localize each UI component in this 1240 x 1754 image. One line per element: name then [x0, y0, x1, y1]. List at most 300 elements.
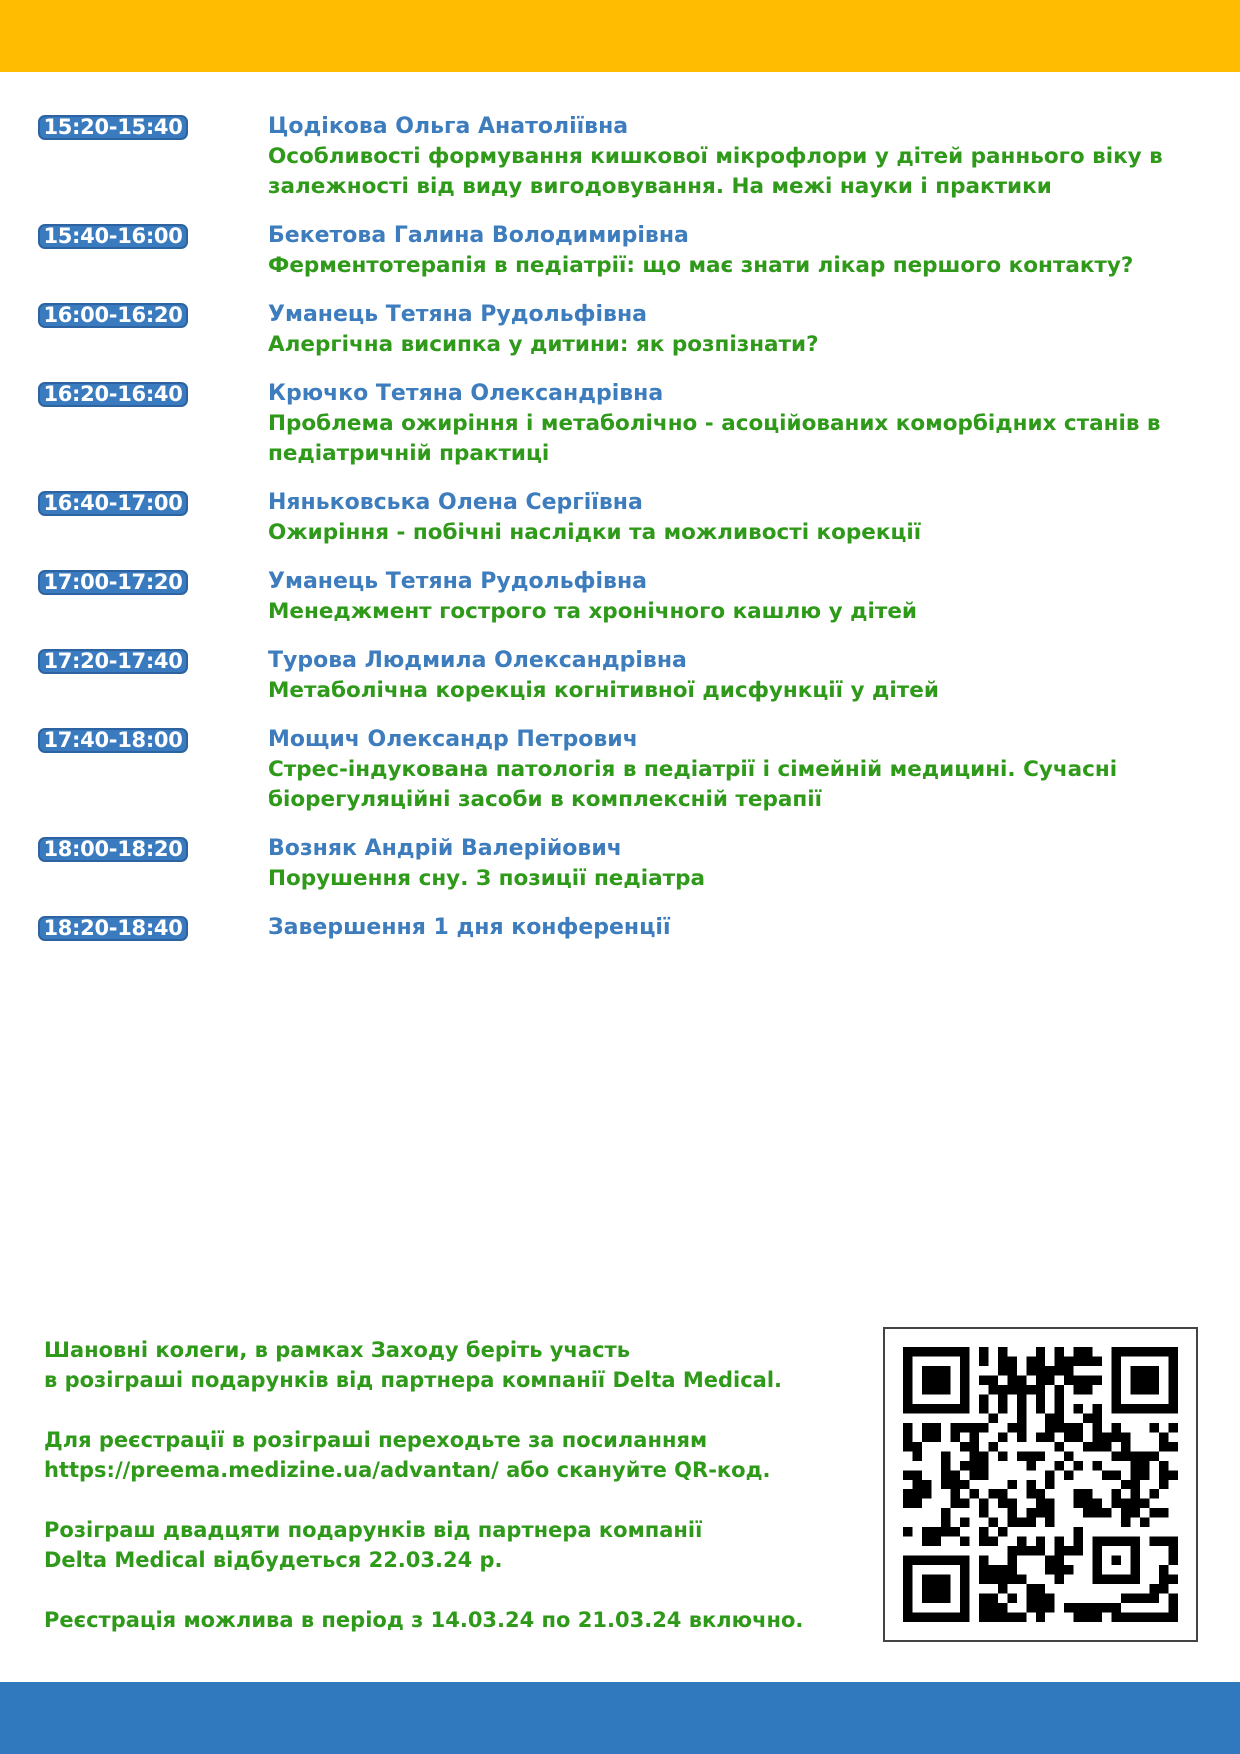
- schedule-item: [0, 488, 1240, 548]
- qr-module: [979, 1537, 988, 1546]
- qr-module: [950, 1423, 959, 1432]
- qr-module: [979, 1603, 988, 1612]
- qr-module: [903, 1499, 912, 1508]
- qr-module: [1007, 1356, 1016, 1365]
- qr-module: [1169, 1537, 1178, 1546]
- notice-line: Реєстрація можлива в період з 14.03.24 по 21.03.24 включно.: [44, 1608, 804, 1632]
- qr-module: [1026, 1584, 1035, 1593]
- talk-topic: Особливості формування кишкової мікрофлори у дітей раннього віку в залежності від виду вигодовування. На межі науки і практики: [268, 144, 1163, 199]
- qr-module: [941, 1527, 950, 1536]
- qr-module: [1036, 1375, 1045, 1384]
- qr-module: [1026, 1356, 1035, 1365]
- notice-line: Шановні колеги, в рамках Заходу беріть участь: [44, 1338, 630, 1362]
- qr-module: [1083, 1356, 1092, 1365]
- closing-label: Завершення 1 дня конференції: [268, 915, 671, 940]
- qr-module: [1036, 1385, 1045, 1394]
- qr-module: [1169, 1470, 1178, 1479]
- notice-line: Для реєстрації в розіграші переходьте за посиланням: [44, 1428, 708, 1452]
- qr-module: [1074, 1603, 1083, 1612]
- qr-module: [950, 1470, 959, 1479]
- qr-module: [1007, 1375, 1016, 1384]
- qr-module: [1017, 1546, 1026, 1555]
- qr-module: [988, 1375, 997, 1384]
- qr-module: [1074, 1404, 1083, 1413]
- qr-module: [1093, 1413, 1102, 1422]
- qr-module: [1064, 1565, 1073, 1574]
- talk-topic: Проблема ожиріння і метаболічно - асоційованих коморбідних станів в педіатричній практиці: [268, 411, 1161, 466]
- qr-module: [1083, 1375, 1092, 1384]
- qr-module: [1159, 1442, 1168, 1451]
- talk-topic: Метаболічна корекція когнітивної дисфункції у дітей: [268, 678, 939, 703]
- qr-module: [1007, 1546, 1016, 1555]
- qr-module: [1159, 1508, 1168, 1517]
- qr-module: [1007, 1385, 1016, 1394]
- schedule-list: [0, 112, 1240, 962]
- qr-module: [979, 1499, 988, 1508]
- qr-module: [1150, 1423, 1159, 1432]
- qr-module: [1036, 1356, 1045, 1365]
- qr-module: [998, 1489, 1007, 1498]
- qr-module: [979, 1556, 988, 1565]
- qr-module: [1140, 1461, 1149, 1470]
- schedule-item: [0, 646, 1240, 706]
- qr-module: [950, 1432, 959, 1441]
- qr-module: [1055, 1423, 1064, 1432]
- qr-module: [922, 1527, 931, 1536]
- qr-module: [941, 1461, 950, 1470]
- qr-module: [912, 1499, 921, 1508]
- qr-module: [1007, 1556, 1016, 1565]
- qr-module: [1121, 1613, 1130, 1622]
- qr-module: [1064, 1546, 1073, 1555]
- qr-module: [1064, 1366, 1073, 1375]
- qr-module: [1026, 1546, 1035, 1555]
- qr-module: [1140, 1518, 1149, 1527]
- qr-module: [1055, 1394, 1064, 1403]
- qr-module: [1083, 1508, 1092, 1517]
- speaker-name: Крючко Тетяна Олександрівна: [268, 381, 664, 406]
- qr-module: [1055, 1356, 1064, 1365]
- talk-topic: Ферментотерапія в педіатрії: що має знати лікар першого контакту?: [268, 253, 1134, 278]
- qr-module: [1036, 1489, 1045, 1498]
- qr-module: [1083, 1347, 1092, 1356]
- schedule-item: [0, 567, 1240, 627]
- qr-module: [979, 1470, 988, 1479]
- schedule-item: [0, 221, 1240, 281]
- qr-module: [998, 1394, 1007, 1403]
- qr-module: [1055, 1556, 1064, 1565]
- qr-module: [903, 1470, 912, 1479]
- qr-module: [1007, 1423, 1016, 1432]
- qr-code-frame[interactable]: [883, 1327, 1198, 1642]
- qr-module: [1017, 1375, 1026, 1384]
- qr-module: [1121, 1451, 1130, 1460]
- qr-module: [998, 1347, 1007, 1356]
- qr-module: [1093, 1508, 1102, 1517]
- qr-module: [1169, 1594, 1178, 1603]
- qr-module: [1036, 1584, 1045, 1593]
- qr-module: [931, 1432, 940, 1441]
- qr-module: [1055, 1442, 1064, 1451]
- qr-module: [1150, 1451, 1159, 1460]
- qr-module: [941, 1508, 950, 1517]
- qr-module: [1159, 1575, 1168, 1584]
- qr-module: [903, 1489, 912, 1498]
- qr-module: [1055, 1366, 1064, 1375]
- time-badge: 17:40-18:00: [38, 728, 188, 753]
- qr-module: [1131, 1499, 1140, 1508]
- qr-module: [1007, 1594, 1016, 1603]
- qr-module: [1083, 1413, 1092, 1422]
- schedule-item: [0, 112, 1240, 202]
- qr-module: [1169, 1556, 1178, 1565]
- qr-module: [1102, 1432, 1111, 1441]
- qr-module: [979, 1613, 988, 1622]
- qr-module: [988, 1489, 997, 1498]
- qr-module: [1150, 1537, 1159, 1546]
- qr-module: [1026, 1518, 1035, 1527]
- talk-topic: Менеджмент гострого та хронічного кашлю у дітей: [268, 599, 917, 624]
- qr-module: [1036, 1451, 1045, 1460]
- qr-module: [1055, 1347, 1064, 1356]
- qr-module: [998, 1565, 1007, 1574]
- qr-module: [998, 1451, 1007, 1460]
- qr-module: [1045, 1423, 1054, 1432]
- qr-module: [1083, 1385, 1092, 1394]
- speaker-name: Турова Людмила Олександрівна: [268, 648, 687, 673]
- qr-module: [903, 1442, 912, 1451]
- qr-module: [1131, 1451, 1140, 1460]
- qr-module: [1026, 1594, 1035, 1603]
- qr-module: [1026, 1461, 1035, 1470]
- qr-module: [1140, 1499, 1149, 1508]
- qr-module: [1026, 1480, 1035, 1489]
- qr-module: [998, 1575, 1007, 1584]
- qr-module: [979, 1461, 988, 1470]
- qr-module: [988, 1565, 997, 1574]
- qr-module: [941, 1451, 950, 1460]
- qr-module: [1121, 1499, 1130, 1508]
- qr-module: [1083, 1603, 1092, 1612]
- qr-module: [1093, 1404, 1102, 1413]
- qr-module: [979, 1508, 988, 1517]
- qr-module: [1017, 1432, 1026, 1441]
- qr-module: [1093, 1461, 1102, 1470]
- qr-module: [1159, 1613, 1168, 1622]
- speaker-name: Няньковська Олена Сергіївна: [268, 490, 643, 515]
- notice-paragraph: [44, 1605, 844, 1635]
- qr-module: [950, 1489, 959, 1498]
- schedule-item-closing: [0, 913, 1240, 943]
- qr-module: [979, 1356, 988, 1365]
- qr-module: [1150, 1594, 1159, 1603]
- qr-module: [1007, 1518, 1016, 1527]
- qr-module: [1036, 1394, 1045, 1403]
- time-badge: 16:40-17:00: [38, 491, 188, 516]
- qr-module: [1112, 1613, 1121, 1622]
- speaker-name: Возняк Андрій Валерійович: [268, 836, 622, 861]
- qr-module: [931, 1527, 940, 1536]
- qr-module: [1169, 1442, 1178, 1451]
- qr-module: [1036, 1537, 1045, 1546]
- qr-module: [941, 1480, 950, 1489]
- qr-module: [979, 1375, 988, 1384]
- time-badge: 15:20-15:40: [38, 115, 188, 140]
- qr-module: [1150, 1489, 1159, 1498]
- qr-module: [960, 1518, 969, 1527]
- qr-module: [1055, 1404, 1064, 1413]
- qr-module: [1045, 1508, 1054, 1517]
- qr-module: [1064, 1423, 1073, 1432]
- qr-module: [1045, 1603, 1054, 1612]
- qr-module: [1074, 1375, 1083, 1384]
- qr-module: [1064, 1451, 1073, 1460]
- qr-module: [1169, 1546, 1178, 1555]
- qr-module: [1017, 1451, 1026, 1460]
- qr-module: [1131, 1613, 1140, 1622]
- qr-code-icon: [903, 1347, 1178, 1622]
- qr-module: [1036, 1613, 1045, 1622]
- qr-module: [960, 1499, 969, 1508]
- qr-module: [1093, 1356, 1102, 1365]
- qr-module: [1140, 1594, 1149, 1603]
- qr-module: [960, 1480, 969, 1489]
- qr-module: [1159, 1470, 1168, 1479]
- qr-module: [1055, 1413, 1064, 1422]
- qr-module: [903, 1527, 912, 1536]
- notice-line: Delta Medical відбудеться 22.03.24 р.: [44, 1548, 503, 1572]
- time-badge: 18:20-18:40: [38, 916, 188, 941]
- qr-module: [1083, 1499, 1092, 1508]
- qr-module: [1026, 1603, 1035, 1612]
- giveaway-notice: [44, 1335, 844, 1635]
- qr-module: [1074, 1461, 1083, 1470]
- qr-module: [1131, 1480, 1140, 1489]
- qr-module: [998, 1356, 1007, 1365]
- qr-module: [1131, 1594, 1140, 1603]
- qr-module: [1017, 1413, 1026, 1422]
- qr-module: [988, 1442, 997, 1451]
- qr-module: [1169, 1613, 1178, 1622]
- qr-module: [1112, 1603, 1121, 1612]
- qr-module: [1045, 1594, 1054, 1603]
- qr-module: [988, 1603, 997, 1612]
- qr-module: [1017, 1394, 1026, 1403]
- qr-module: [998, 1432, 1007, 1441]
- qr-module: [1131, 1508, 1140, 1517]
- qr-module: [1036, 1404, 1045, 1413]
- qr-module: [998, 1527, 1007, 1536]
- talk-topic: Стрес-індукована патологія в педіатрії і сімейній медицині. Сучасні біорегуляційні засоби в комплексній терапії: [268, 757, 1118, 812]
- qr-module: [1159, 1461, 1168, 1470]
- qr-module: [1017, 1404, 1026, 1413]
- qr-module: [1045, 1366, 1054, 1375]
- talk-topic: Ожиріння - побічні наслідки та можливості корекції: [268, 520, 922, 545]
- qr-module: [988, 1575, 997, 1584]
- qr-module: [1121, 1442, 1130, 1451]
- qr-module: [1017, 1613, 1026, 1622]
- qr-module: [1140, 1451, 1149, 1460]
- qr-module: [1112, 1470, 1121, 1479]
- qr-module: [1093, 1375, 1102, 1384]
- qr-module: [1045, 1480, 1054, 1489]
- qr-module: [1017, 1518, 1026, 1527]
- qr-module: [950, 1499, 959, 1508]
- qr-module: [931, 1537, 940, 1546]
- qr-module: [941, 1518, 950, 1527]
- qr-module: [960, 1537, 969, 1546]
- qr-module: [998, 1499, 1007, 1508]
- qr-module: [1055, 1461, 1064, 1470]
- schedule-item: [0, 300, 1240, 360]
- qr-module: [988, 1385, 997, 1394]
- qr-module: [998, 1366, 1007, 1375]
- time-badge: 16:00-16:20: [38, 303, 188, 328]
- qr-module: [941, 1470, 950, 1479]
- notice-paragraph: [44, 1515, 844, 1575]
- qr-module: [1150, 1613, 1159, 1622]
- qr-module: [1131, 1470, 1140, 1479]
- qr-module: [969, 1451, 978, 1460]
- qr-module: [1074, 1385, 1083, 1394]
- qr-module: [1074, 1613, 1083, 1622]
- qr-module: [998, 1584, 1007, 1593]
- qr-module: [1169, 1423, 1178, 1432]
- qr-module: [988, 1537, 997, 1546]
- qr-module: [1102, 1603, 1111, 1612]
- qr-module: [1007, 1613, 1016, 1622]
- qr-module: [950, 1527, 959, 1536]
- qr-module: [1007, 1565, 1016, 1574]
- qr-module: [1036, 1499, 1045, 1508]
- qr-module: [969, 1470, 978, 1479]
- qr-module: [922, 1432, 931, 1441]
- qr-module: [1007, 1499, 1016, 1508]
- speaker-name: Мощич Олександр Петрович: [268, 727, 638, 752]
- qr-module: [1074, 1423, 1083, 1432]
- qr-module: [1074, 1347, 1083, 1356]
- qr-module: [1007, 1480, 1016, 1489]
- qr-module: [969, 1442, 978, 1451]
- qr-module: [988, 1613, 997, 1622]
- qr-module: [979, 1565, 988, 1574]
- qr-module: [1036, 1366, 1045, 1375]
- qr-module: [1045, 1518, 1054, 1527]
- qr-module: [1074, 1499, 1083, 1508]
- qr-module: [912, 1470, 921, 1479]
- qr-module: [912, 1480, 921, 1489]
- qr-module: [979, 1394, 988, 1403]
- qr-module: [1159, 1537, 1168, 1546]
- qr-module: [988, 1413, 997, 1422]
- qr-module: [998, 1385, 1007, 1394]
- notice-line: Розіграш двадцяти подарунків від партнера компанії: [44, 1518, 703, 1542]
- qr-module: [1140, 1470, 1149, 1479]
- qr-module: [998, 1603, 1007, 1612]
- qr-module: [1131, 1461, 1140, 1470]
- qr-module: [1169, 1603, 1178, 1612]
- qr-module: [1026, 1489, 1035, 1498]
- qr-module: [1045, 1470, 1054, 1479]
- time-badge: 17:00-17:20: [38, 570, 188, 595]
- qr-module: [1102, 1442, 1111, 1451]
- qr-module: [1093, 1613, 1102, 1622]
- qr-module: [979, 1423, 988, 1432]
- qr-module: [1007, 1508, 1016, 1517]
- qr-module: [1112, 1499, 1121, 1508]
- top-color-band: [0, 0, 1240, 72]
- qr-module: [1045, 1556, 1054, 1565]
- talk-topic: Порушення сну. З позиції педіатра: [268, 866, 705, 891]
- qr-module: [1007, 1575, 1016, 1584]
- qr-module: [1150, 1508, 1159, 1517]
- qr-module: [1150, 1584, 1159, 1593]
- qr-module: [979, 1451, 988, 1460]
- registration-link[interactable]: https://preema.medizine.ua/advantan/ або скануйте QR-код.: [44, 1458, 771, 1482]
- qr-module: [1074, 1489, 1083, 1498]
- qr-module: [979, 1575, 988, 1584]
- qr-module: [1093, 1442, 1102, 1451]
- qr-module: [1112, 1451, 1121, 1460]
- qr-module: [922, 1537, 931, 1546]
- qr-module: [960, 1461, 969, 1470]
- qr-module: [1045, 1432, 1054, 1441]
- schedule-item: [0, 725, 1240, 815]
- speaker-name: Уманець Тетяна Рудольфівна: [268, 302, 648, 327]
- qr-module: [1055, 1575, 1064, 1584]
- qr-module: [1083, 1613, 1092, 1622]
- qr-module: [988, 1518, 997, 1527]
- qr-module: [1121, 1432, 1130, 1441]
- qr-module: [1017, 1385, 1026, 1394]
- qr-module: [922, 1489, 931, 1498]
- qr-module: [1036, 1508, 1045, 1517]
- qr-module: [1093, 1603, 1102, 1612]
- qr-module: [1093, 1423, 1102, 1432]
- qr-module: [1045, 1565, 1054, 1574]
- qr-module: [1093, 1499, 1102, 1508]
- qr-module: [1064, 1375, 1073, 1384]
- qr-module: [1055, 1385, 1064, 1394]
- qr-module: [1026, 1366, 1035, 1375]
- qr-module: [1017, 1575, 1026, 1584]
- qr-module: [1055, 1565, 1064, 1574]
- qr-module: [903, 1423, 912, 1432]
- qr-module: [1036, 1347, 1045, 1356]
- qr-module: [950, 1480, 959, 1489]
- qr-module: [1159, 1480, 1168, 1489]
- qr-module: [931, 1423, 940, 1432]
- schedule-item: [0, 379, 1240, 469]
- qr-module: [912, 1442, 921, 1451]
- qr-module: [1026, 1508, 1035, 1517]
- qr-module: [1083, 1442, 1092, 1451]
- notice-paragraph: [44, 1335, 844, 1395]
- notice-line: в розіграші подарунків від партнера компанії Delta Medical.: [44, 1368, 783, 1392]
- qr-module: [1036, 1603, 1045, 1612]
- qr-module: [1064, 1356, 1073, 1365]
- time-badge: 18:00-18:20: [38, 837, 188, 862]
- time-badge: 15:40-16:00: [38, 224, 188, 249]
- qr-module: [1083, 1489, 1092, 1498]
- speaker-name: Уманець Тетяна Рудольфівна: [268, 569, 648, 594]
- qr-module: [903, 1432, 912, 1441]
- qr-module: [1074, 1527, 1083, 1536]
- qr-module: [979, 1594, 988, 1603]
- qr-module: [1055, 1537, 1064, 1546]
- schedule-item: [0, 834, 1240, 894]
- speaker-name: Бекетова Галина Володимирівна: [268, 223, 689, 248]
